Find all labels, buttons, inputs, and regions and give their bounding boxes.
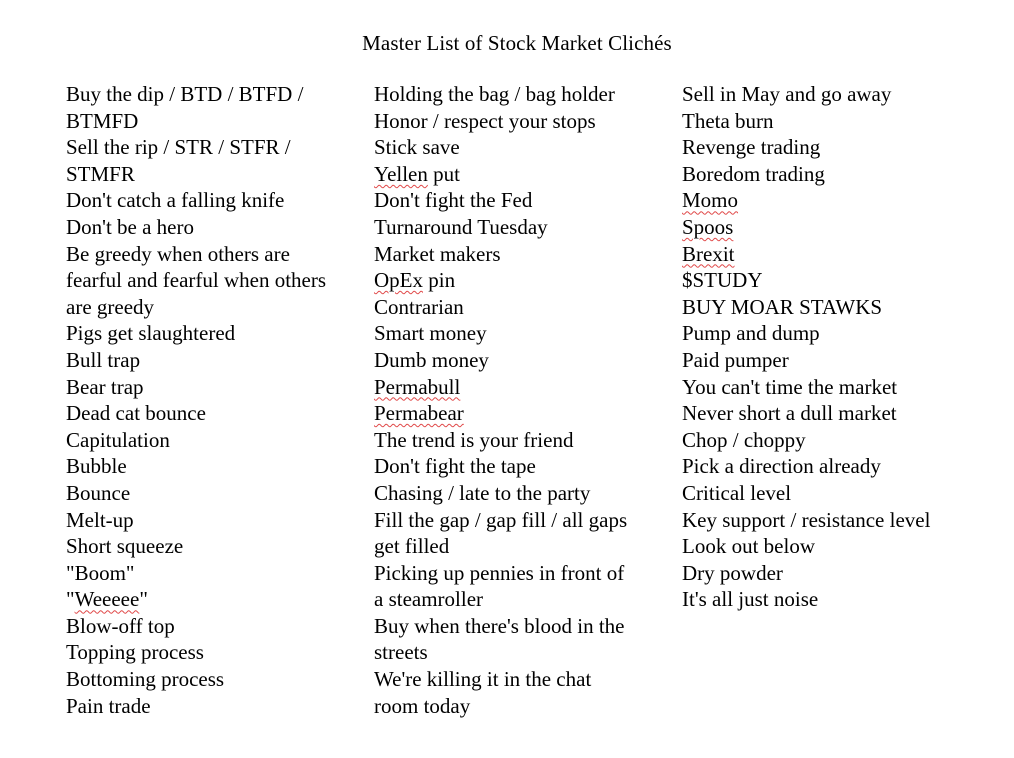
cliche-text: Pick a direction already [682,454,881,479]
cliche-text: " [66,587,75,612]
spellcheck-flagged-word: Yellen [374,161,428,186]
cliche-text: Dead cat bounce [66,401,206,426]
cliche-text: room today [374,693,471,718]
cliche-line [374,294,664,321]
spellcheck-flagged-word: Brexit [682,241,735,266]
cliche-text: put [427,161,460,186]
cliche-line [374,374,664,401]
cliche-text: Picking up pennies in front of [374,560,625,585]
cliche-text: Smart money [374,321,487,346]
cliche-text: Sell in May and go away [682,82,892,106]
cliche-text: Don't be a hero [66,214,194,239]
cliche-text: Fill the gap / gap fill / all gaps [374,507,628,532]
cliche-line [374,639,664,666]
cliche-text: Paid pumper [682,347,789,372]
cliche-line [682,400,972,427]
spellcheck-flagged-word: Permabull [374,374,461,399]
cliche-line [66,586,361,613]
cliche-line [66,320,361,347]
cliche-text: are greedy [66,294,155,319]
cliche-line [374,187,664,214]
spellcheck-flagged-word: Permabear [374,401,464,426]
cliche-text: It's all just noise [682,587,819,612]
cliche-line [682,108,972,135]
cliche-text: Pump and dump [682,321,820,346]
cliche-text: Honor / respect your stops [374,108,596,133]
cliche-line [682,453,972,480]
cliche-text: You can't time the market [682,374,898,399]
cliche-line [682,267,972,294]
cliche-line [374,134,664,161]
cliche-line [66,294,361,321]
cliche-text: "Boom" [66,560,135,585]
cliche-line [66,400,361,427]
cliche-line [66,427,361,454]
cliche-line [682,347,972,374]
cliche-text: Revenge trading [682,135,821,160]
cliche-text: Bubble [66,454,127,479]
cliche-text: streets [374,640,428,665]
cliche-line [374,81,664,108]
cliche-line [66,241,361,268]
cliche-text: Theta burn [682,108,774,133]
cliche-line [682,294,972,321]
cliche-text: Don't fight the tape [374,454,536,479]
cliche-text: Bear trap [66,374,144,399]
cliche-text: Chasing / late to the party [374,480,591,505]
cliche-line [374,453,664,480]
cliche-line [682,241,972,268]
cliche-line [374,241,664,268]
cliche-line [374,507,664,534]
cliche-text: Chop / choppy [682,427,806,452]
cliche-line [682,374,972,401]
cliche-line [682,480,972,507]
cliche-text: Holding the bag / bag holder [374,82,615,106]
cliche-line [682,161,972,188]
cliche-text: Boredom trading [682,161,825,186]
cliche-line [66,480,361,507]
cliche-line [682,187,972,214]
cliche-text: Never short a dull market [682,401,897,426]
cliche-text: BTMFD [66,108,139,133]
cliche-line [682,320,972,347]
cliche-line [374,533,664,560]
cliche-text: Sell the rip / STR / STFR / [66,135,291,160]
cliche-text: Turnaround Tuesday [374,214,548,239]
cliche-text: STMFR [66,161,135,186]
cliche-text: Critical level [682,480,792,505]
cliche-line [374,347,664,374]
cliche-line [66,187,361,214]
cliche-line [66,533,361,560]
cliche-column-3 [682,81,972,613]
cliche-line [682,560,972,587]
cliche-line [682,427,972,454]
cliche-line [66,108,361,135]
cliche-line [374,666,664,693]
cliche-line [374,108,664,135]
cliche-line [682,507,972,534]
cliche-line [374,267,664,294]
cliche-line [374,586,664,613]
cliche-text: Dry powder [682,560,783,585]
spellcheck-flagged-word: OpEx [374,268,423,293]
cliche-line [66,81,361,108]
cliche-line [374,613,664,640]
cliche-line [66,639,361,666]
cliche-text: Look out below [682,534,815,559]
cliche-line [66,693,361,720]
cliche-text: Don't fight the Fed [374,188,533,213]
cliche-line [682,134,972,161]
cliche-text: Don't catch a falling knife [66,188,285,213]
cliche-line [374,480,664,507]
cliche-line [66,666,361,693]
cliche-text: fearful and fearful when others [66,268,327,293]
cliche-text: Bull trap [66,347,141,372]
spellcheck-flagged-word: Momo [682,188,739,213]
cliche-column-2 [374,81,664,719]
cliche-text: Dumb money [374,347,489,372]
cliche-text: Market makers [374,241,501,266]
cliche-line [374,320,664,347]
cliche-line [374,161,664,188]
cliche-text: We're killing it in the chat [374,667,592,692]
cliche-line [66,134,361,161]
cliche-line [66,347,361,374]
cliche-text: get filled [374,534,450,559]
cliche-text: Be greedy when others are [66,241,290,266]
cliche-line [66,161,361,188]
cliche-text: a steamroller [374,587,484,612]
cliche-text: Bounce [66,480,131,505]
cliche-text: Buy when there's blood in the [374,613,625,638]
cliche-text: The trend is your friend [374,427,574,452]
cliche-column-1 [66,81,361,719]
cliche-text: Pigs get slaughtered [66,321,236,346]
cliche-line [374,427,664,454]
cliche-line [374,400,664,427]
cliche-line [66,613,361,640]
cliche-text: BUY MOAR STAWKS [682,294,883,319]
cliche-text: " [139,587,148,612]
cliche-line [66,560,361,587]
cliche-line [66,214,361,241]
cliche-text: Contrarian [374,294,464,319]
cliche-line [374,560,664,587]
cliche-line [66,507,361,534]
cliche-text: Bottoming process [66,667,225,692]
page-title: Master List of Stock Market Clichés [362,31,672,55]
cliche-text: pin [423,268,456,293]
cliche-line [66,374,361,401]
cliche-line [66,267,361,294]
cliche-text: Pain trade [66,693,151,718]
cliche-text: Stick save [374,135,460,160]
cliche-text: Short squeeze [66,534,184,559]
spellcheck-flagged-word: Spoos [682,214,734,239]
spellcheck-flagged-word: Weeeee [74,587,140,612]
cliche-line [682,533,972,560]
cliche-text: Buy the dip / BTD / BTFD / [66,82,304,106]
cliche-text: Key support / resistance level [682,507,931,532]
cliche-text: $STUDY [682,268,763,293]
cliche-line [66,453,361,480]
cliche-text: Blow-off top [66,613,175,638]
cliche-line [682,81,972,108]
cliche-text: Capitulation [66,427,170,452]
cliche-line [682,586,972,613]
cliche-line [374,214,664,241]
cliche-line [374,693,664,720]
cliche-text: Topping process [66,640,204,665]
cliche-line [682,214,972,241]
cliche-text: Melt-up [66,507,134,532]
